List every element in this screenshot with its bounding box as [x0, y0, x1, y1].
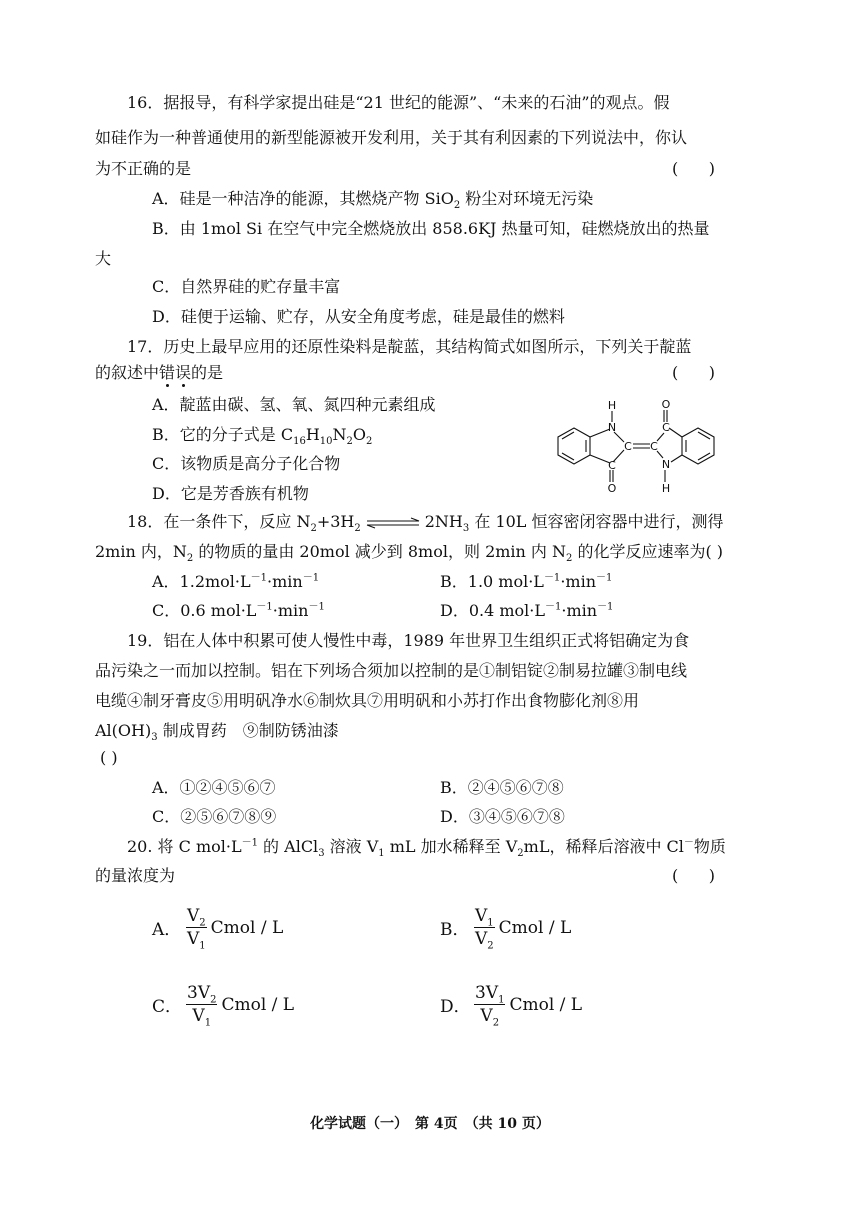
q18-option-c: C．0.6 $mol\cdot L^{-1}\cdot\min^{-1}$: [152, 601, 325, 620]
q19-stem-line1: 19．铝在人体中积累可使人慢性中毒，1989 年世界卫生组织正式将铝确定为食: [127, 631, 690, 650]
q16-option-b-line2: 大: [95, 249, 112, 268]
q20-option-d: D． $\frac{3V_1}{V_2}$ Cmol / L: [440, 983, 583, 1029]
q20-stem-line2: 的量浓度为: [95, 866, 176, 885]
emphasis-dot-cuo: 错: [159, 363, 176, 382]
q18-option-a: A．$1.2mol\cdot L^{-1}\cdot\min^{-1}$: [152, 572, 320, 591]
q18-option-b: B．1.0 $mol\cdot L^{-1}\cdot\min^{-1}$: [440, 572, 613, 591]
q16-stem-line1: 16．据报导，有科学家提出硅是“21 世纪的能源”、“未来的石油”的观点。假: [127, 93, 670, 112]
atom-label: C: [662, 421, 670, 434]
atom-label: C: [650, 440, 658, 453]
atom-label: C: [608, 459, 616, 472]
q19-option-a: A．①②④⑤⑥⑦: [152, 778, 276, 797]
q20-answer-blank: ( ): [672, 866, 715, 885]
q20-option-b: B． $\frac{V_1}{V_2}$ Cmol / L: [440, 906, 572, 952]
q19-option-c: C．②⑤⑥⑦⑧⑨: [152, 807, 277, 826]
q18-option-d: D．0.4 $mol\cdot L^{-1}\cdot\min^{-1}$: [440, 601, 614, 620]
q19-stem-line3: 电缆④制牙膏皮⑤用明矾净水⑥制炊具⑦用明矾和小苏打作出食物膨化剂⑧用: [95, 691, 640, 710]
atom-label: O: [607, 482, 617, 495]
atom-label: C: [624, 440, 632, 453]
q17-option-a: A．靛蓝由碳、氢、氧、氮四种元素组成: [152, 395, 436, 414]
atom-label: N: [607, 421, 617, 434]
q19-stem-line2: 品污染之一而加以控制。铝在下列场合须加以控制的是①制铝锭②制易拉罐③制电线: [95, 661, 688, 680]
indigo-structure-diagram: [548, 396, 724, 498]
q17-stem-line2: 的叙述中错误的是: [95, 363, 224, 382]
emphasis-dot-wu: 误: [175, 363, 192, 382]
page-footer: 化学试题（一） 第 4页 （共 10 页）: [310, 1116, 550, 1132]
q17-stem-line1: 17．历史上最早应用的还原性染料是靛蓝，其结构简式如图所示，下列关于靛蓝: [127, 337, 692, 356]
q16-option-c: C．自然界硅的贮存量丰富: [152, 277, 341, 296]
q19-answer-blank: ( ): [100, 748, 118, 767]
q17-option-d: D．它是芳香族有机物: [152, 484, 309, 503]
atom-label: O: [661, 398, 671, 411]
equilibrium-arrow-icon: [365, 517, 421, 529]
atom-label: N: [661, 458, 671, 471]
q16-option-b-line1: B．由 1mol Si 在空气中完全燃烧放出 858.6KJ 热量可知，硅燃烧放出的热量: [152, 219, 710, 238]
q19-stem-line4: $Al(OH)_3$ 制成胃药 ⑨制防锈油漆: [95, 721, 339, 744]
q16-option-a: A．硅是一种洁净的能源，其燃烧产物 SiO$_2$ 粉尘对环境无污染: [152, 189, 594, 212]
q20-option-a: A． $\frac{V_2}{V_1}$ Cmol / L: [152, 906, 284, 952]
q20-stem-line1: 20. 将 C $mol\cdot L^{-1}$ 的 AlCl$_3$ 溶液 $V_1$ mL 加水稀释至 $V_2mL$，稀释后溶液中 Cl－物质: [127, 837, 726, 860]
atom-label: H: [607, 399, 617, 412]
q16-answer-blank: ( ): [672, 159, 715, 178]
q16-option-d: D．硅便于运输、贮存，从安全角度考虑，硅是最佳的燃料: [152, 307, 565, 326]
right-benzene-ring: [682, 428, 714, 464]
q17-option-b: B．它的分子式是 $C_{16}H_{10}N_2O_2$: [152, 425, 373, 448]
q17-option-c: C．该物质是高分子化合物: [152, 454, 341, 473]
q20-option-c: C． $\frac{3V_2}{V_1}$ Cmol / L: [152, 983, 295, 1029]
q16-stem-line3: 为不正确的是: [95, 159, 192, 178]
atom-label: H: [661, 482, 671, 495]
q16-stem-line2: 如硅作为一种普通使用的新型能源被开发利用，关于其有利因素的下列说法中，你认: [95, 128, 688, 147]
q18-stem-line1: 18．在一条件下，反应 $N_2+3H_2$ $2NH_3$ 在 10L 恒容密闭容器中进行，测得: [127, 512, 724, 535]
left-benzene-ring: [558, 428, 590, 464]
q19-option-b: B．②④⑤⑥⑦⑧: [440, 778, 564, 797]
q17-answer-blank: ( ): [672, 363, 715, 382]
q18-stem-line2: 2min 内，$N_2$ 的物质的量由 20mol 减少到 8mol，则 2min 内 $N_2$ 的化学反应速率为( ): [95, 542, 724, 565]
q19-option-d: D．③④⑤⑥⑦⑧: [440, 807, 565, 826]
